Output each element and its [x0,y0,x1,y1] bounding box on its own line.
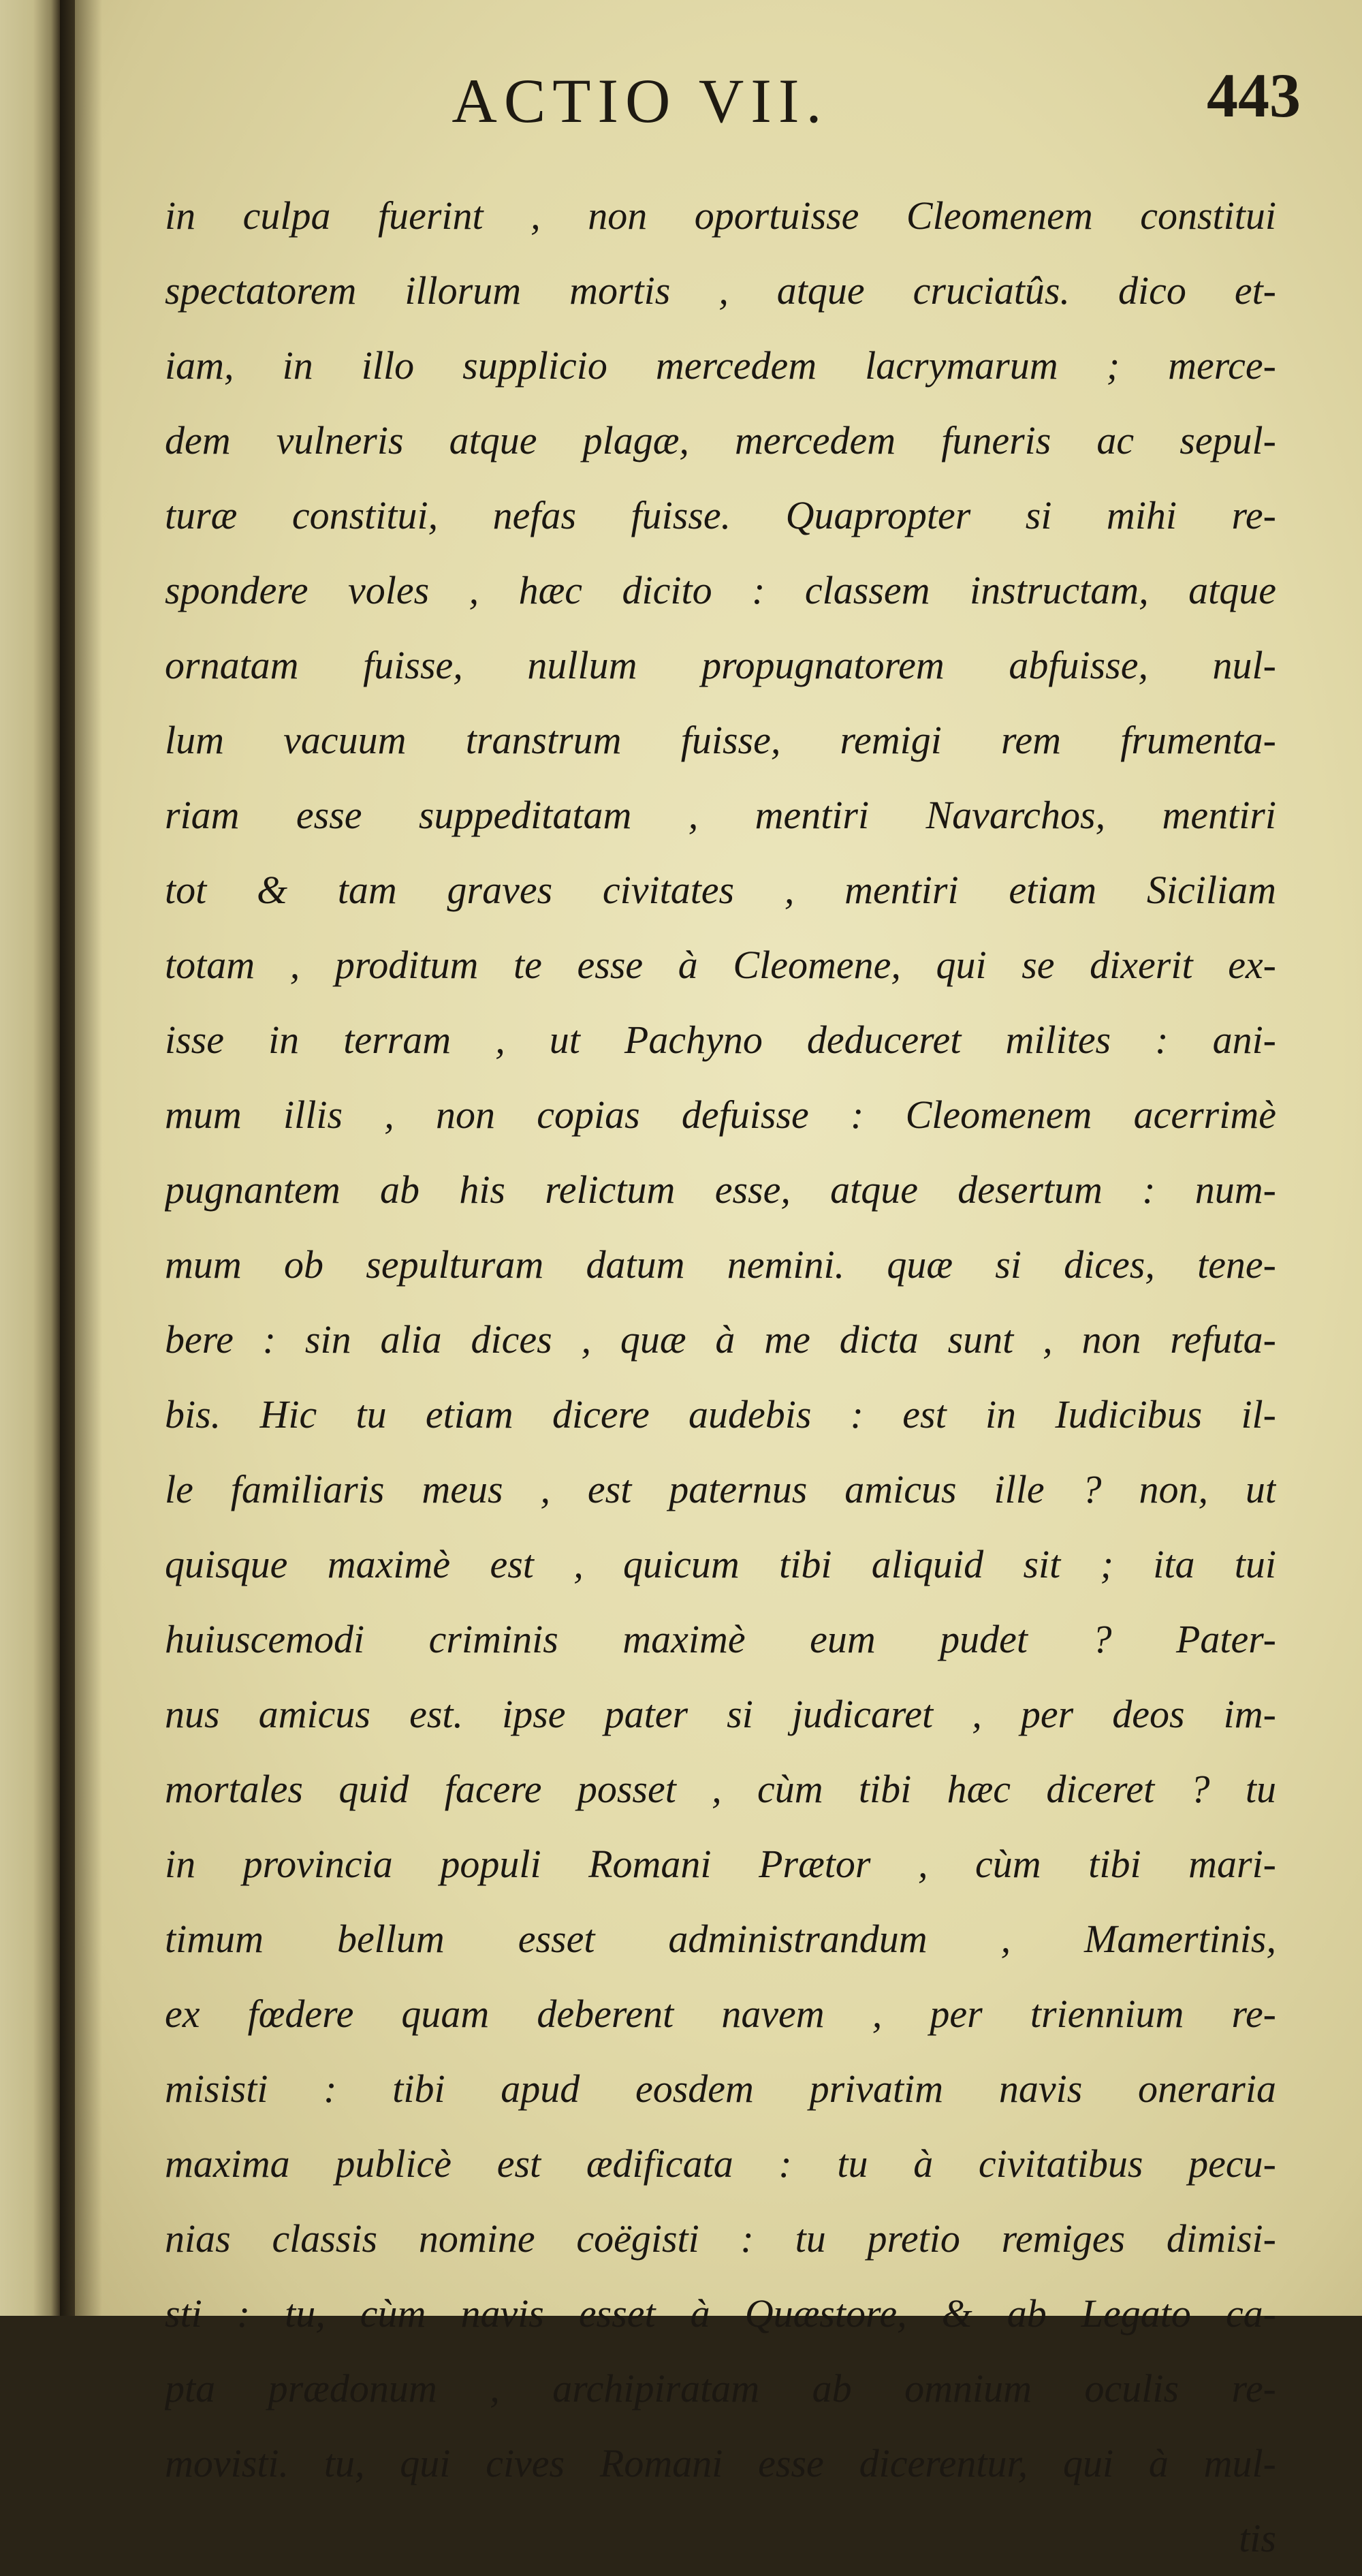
text-line: isse in terram , ut Pachyno deduceret milites : ani- [165,1018,1276,1062]
text-line: totam , proditum te esse à Cleomene, qui se dixerit ex- [165,943,1276,987]
running-head: ACTIO VII. [452,66,829,136]
text-line: mortales quid facere posset , cùm tibi hæc diceret ? tu [165,1767,1276,1811]
text-line: turæ constitui, nefas fuisse. Quapropter si mihi re- [165,493,1276,537]
text-line: tot & tam graves civitates , mentiri etiam Siciliam [165,868,1276,912]
text-line: maxima publicè est ædificata : tu à civitatibus pecu- [165,2141,1276,2186]
text-line: nus amicus est. ipse pater si judicaret , per deos im- [165,1692,1276,1736]
text-line: sti : tu, cùm navis esset à Quæstore, & ab Legato ca- [165,2291,1276,2336]
text-line: bis. Hic tu etiam dicere audebis : est in Iudicibus il- [165,1392,1276,1436]
text-line: dem vulneris atque plagæ, mercedem funeris ac sepul- [165,418,1276,462]
text-line: le familiaris meus , est paternus amicus ille ? non, ut [165,1467,1276,1511]
facing-page-edge [0,0,60,2316]
text-line: huiuscemodi criminis maximè eum pudet ? Pater- [165,1617,1276,1661]
page-header [75,61,1362,146]
text-line: ex fœdere quam deberent navem , per triennium re- [165,1992,1276,2036]
text-line: nias classis nomine coëgisti : tu pretio remiges dimisi- [165,2216,1276,2261]
text-line: iam, in illo supplicio mercedem lacrymarum ; merce- [165,343,1276,388]
text-line: mum ob sepulturam datum nemini. quæ si dices, tene- [165,1242,1276,1287]
page-shadow [75,0,102,2316]
book-gutter [60,0,75,2316]
text-line: lum vacuum transtrum fuisse, remigi rem frumenta- [165,718,1276,762]
text-line: spondere voles , hæc dicito : classem instructam, atque [165,568,1276,612]
text-line: misisti : tibi apud eosdem privatim navis oneraria [165,2067,1276,2111]
text-line: pugnantem ab his relictum esse, atque desertum : num- [165,1167,1276,1212]
catchword: tis [1239,2516,1276,2560]
text-line: spectatorem illorum mortis , atque cruciatûs. dico et- [165,268,1276,313]
text-line: riam esse suppeditatam , mentiri Navarchos, mentiri [165,793,1276,837]
text-line: timum bellum esset administrandum , Mamertinis, [165,1917,1276,1961]
text-line: in culpa fuerint , non oportuisse Cleomenem constitui [165,193,1276,238]
text-line: quisque maximè est , quicum tibi aliquid sit ; ita tui [165,1542,1276,1586]
text-line: in provincia populi Romani Prætor , cùm tibi mari- [165,1842,1276,1886]
text-line: bere : sin alia dices , quæ à me dicta sunt , non refuta- [165,1317,1276,1362]
page-number: 443 [1207,61,1301,130]
body-text [165,178,1276,2576]
text-line: pta prædonum , archipiratam ab omnium oculis re- [165,2366,1276,2410]
text-line: movisti. tu, qui cives Romani esse dicerentur, qui à mul- [165,2441,1276,2485]
text-line: ornatam fuisse, nullum propugnatorem abfuisse, nul- [165,643,1276,687]
text-line: mum illis , non copias defuisse : Cleomenem acerrimè [165,1093,1276,1137]
